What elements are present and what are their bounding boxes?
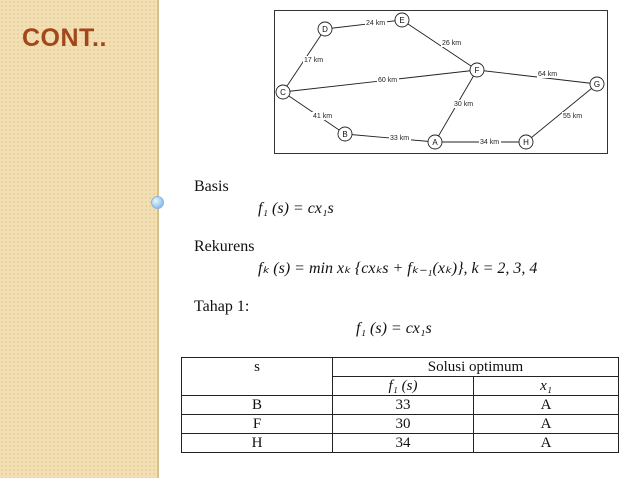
header-solusi-optimum: Solusi optimum xyxy=(333,358,619,377)
cell-f: 34 xyxy=(333,434,474,453)
rekurens-formula: fₖ (s) = min xₖ {cxₖs + fₖ₋₁(xₖ)}, k = 2, 3, 4 xyxy=(258,260,538,277)
edge-label: 33 km xyxy=(390,135,410,142)
edge-label: 64 km xyxy=(538,71,558,78)
tahap-formula: f₁ (s) = cx₁s xyxy=(356,320,432,337)
graph-node-label: H xyxy=(523,138,529,147)
graph-node-label: F xyxy=(474,66,480,75)
sidebar-divider xyxy=(157,0,159,478)
slide-title: CONT.. xyxy=(22,24,107,52)
basis-label: Basis xyxy=(194,178,229,195)
edge-label: 26 km xyxy=(442,40,462,47)
edge-label: 17 km xyxy=(304,57,324,64)
cell-x: A xyxy=(474,396,619,415)
table-row xyxy=(182,415,619,434)
decorative-sidebar xyxy=(0,0,158,478)
route-graph xyxy=(274,10,608,154)
graph-node-label: A xyxy=(432,138,438,147)
graph-node-label: B xyxy=(342,130,348,139)
edge-label: 30 km xyxy=(454,101,474,108)
graph-node-label: D xyxy=(322,25,328,34)
graph-node-label: C xyxy=(280,88,286,97)
edge-label: 41 km xyxy=(313,113,333,120)
rekurens-label: Rekurens xyxy=(194,238,255,255)
cell-x: A xyxy=(474,434,619,453)
cell-s: H xyxy=(182,434,333,453)
edge-label: 55 km xyxy=(563,113,583,120)
header-s-spacer xyxy=(182,377,333,396)
solution-table xyxy=(181,357,619,453)
cell-s: F xyxy=(182,415,333,434)
header-s: s xyxy=(182,358,333,377)
edge-label: 24 km xyxy=(366,20,386,27)
cell-f: 33 xyxy=(333,396,474,415)
basis-formula: f₁ (s) = cx₁s xyxy=(258,200,334,217)
cell-x: A xyxy=(474,415,619,434)
edge-label: 60 km xyxy=(378,77,398,84)
table-row xyxy=(182,434,619,453)
edge-label: 34 km xyxy=(480,139,500,146)
graph-node-label: E xyxy=(399,16,405,25)
cell-f: 30 xyxy=(333,415,474,434)
header-f1: f₁ (s) xyxy=(333,377,474,396)
graph-node-label: G xyxy=(593,80,601,89)
header-x1: x₁ xyxy=(474,377,619,396)
tahap-label: Tahap 1: xyxy=(194,298,250,315)
table-row xyxy=(182,396,619,415)
bullet-icon xyxy=(151,196,164,209)
cell-s: B xyxy=(182,396,333,415)
